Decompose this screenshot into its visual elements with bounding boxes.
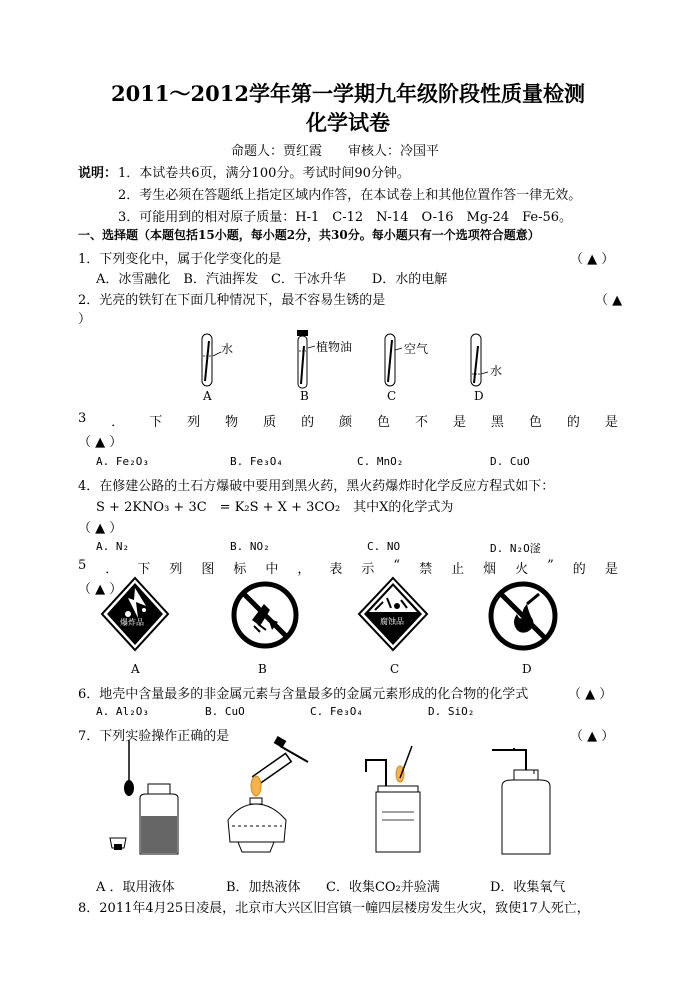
test-tube-a <box>202 334 221 386</box>
q5-char: ” <box>547 558 554 573</box>
explosive-sign-text: 爆炸品 <box>120 618 144 627</box>
q5-char: 禁 <box>419 562 433 577</box>
test-tube-d <box>471 334 488 386</box>
exam-subtitle: 化学试卷 <box>306 110 390 135</box>
q3-char: 质 <box>263 415 277 430</box>
q5-char: ． <box>105 562 119 577</box>
q3-char: 色 <box>528 415 542 430</box>
q2-letter-d: D <box>474 389 484 403</box>
q3-option-b: B. Fe₃O₄ <box>230 455 283 468</box>
q5-char: 的 <box>572 562 586 577</box>
q5-stem <box>78 558 618 577</box>
q3-char: 是 <box>452 415 466 430</box>
q3-stem <box>78 411 618 430</box>
q4-option-a: A. N₂ <box>96 540 130 553</box>
q2-letter-c: C <box>387 389 397 403</box>
q5-char: “ <box>393 558 401 573</box>
q2-label-d: 水 <box>490 364 503 378</box>
no-fireworks-sign-icon <box>230 580 300 650</box>
q5-char: 是 <box>604 562 618 577</box>
q2-label-a: 水 <box>221 342 234 356</box>
q2-answer-mark-a: （ ▲ <box>595 293 623 308</box>
q7-stem: 7．下列实验操作正确的是 <box>78 729 230 744</box>
q4-option-b: B. NO₂ <box>230 540 270 553</box>
q5-char: 表 <box>329 562 343 577</box>
q5-letter-d: D <box>522 662 532 676</box>
q2-answer-mark-b: ） <box>78 312 92 327</box>
q2-letter-b: B <box>300 389 309 403</box>
q5-letter-b: B <box>258 662 267 676</box>
q5-char: 示 <box>361 562 375 577</box>
q6-option-a: A. Al₂O₃ <box>96 705 149 718</box>
q4-option-c: C. NO <box>367 540 401 553</box>
explosive-sign-icon <box>100 576 170 652</box>
q3-option-c: C. MnO₂ <box>357 455 404 468</box>
co2-collection-figure <box>350 740 440 858</box>
q5-char: ， <box>297 562 311 577</box>
q7-option-d: D．收集氧气 <box>490 880 566 895</box>
q4-option-d: D. N₂O滏 <box>490 542 541 555</box>
q5-char: 下 <box>137 562 151 577</box>
test-tube-b <box>297 330 315 388</box>
q3-char: ． <box>111 415 125 430</box>
q1-stem: 1．下列变化中，属于化学变化的是 <box>78 252 282 267</box>
note-3: 3．可能用到的相对原子质量：H-1 C-12 N-14 O-16 Mg-24 Fe-56。 <box>118 210 573 225</box>
q1-answer-mark: （ ▲ ） <box>570 252 615 267</box>
q6-option-b: B. CuO <box>205 705 245 718</box>
q3-char: 的 <box>566 415 580 430</box>
q5-char: 列 <box>169 562 183 577</box>
q5-char: 止 <box>451 562 465 577</box>
q3-char: 色 <box>377 415 391 430</box>
q4-stem: 4．在修建公路的土石方爆破中要用到黑火药，黑火药爆炸时化学反应方程式如下： <box>78 479 555 494</box>
alcohol-lamp-heating-figure <box>220 736 320 860</box>
q3-char: 是 <box>604 415 618 430</box>
exam-title: 2011～2012学年第一学期九年级阶段性质量检测 <box>111 81 585 106</box>
q5-char: 图 <box>201 562 215 577</box>
q7-option-c: C．收集CO₂并验满 <box>326 880 440 895</box>
q5-char: 中 <box>265 562 279 577</box>
q2-label-c: 空气 <box>404 342 429 356</box>
q2-label-b: 植物油 <box>316 340 353 354</box>
test-tube-c <box>385 334 402 386</box>
q3-answer-mark: （ ▲ ） <box>78 435 123 450</box>
q5-char: 标 <box>233 562 247 577</box>
q8-stem: 8．2011年4月25日凌晨，北京市大兴区旧宫镇一幢四层楼房发生火灾，致使17人死亡， <box>78 901 590 916</box>
q4-answer-mark: （ ▲ ） <box>78 521 123 536</box>
note-2: 2．考生必须在答题纸上指定区域内作答，在本试卷上和其他位置作答一律无效。 <box>118 188 582 203</box>
q3-char: 不 <box>414 415 428 430</box>
dropper-and-bottle-figure <box>100 738 180 860</box>
no-smoking-fire-sign-icon <box>487 580 559 652</box>
q3-option-a: A. Fe₂O₃ <box>96 455 149 468</box>
q3-char: 的 <box>301 415 315 430</box>
q5-char: 5 <box>78 558 87 573</box>
q3-char: 黑 <box>490 415 504 430</box>
q6-stem: 6．地壳中含量最多的非金属元素与含量最多的金属元素形成的化合物的化学式 <box>78 687 529 702</box>
q6-option-d: D. SiO₂ <box>428 705 475 718</box>
section-1-header: 一、选择题（本题包括15小题，每小题2分，共30分。每小题只有一个选项符合题意） <box>78 228 540 242</box>
corrosive-sign-icon <box>357 576 429 652</box>
q3-char: 颜 <box>339 415 353 430</box>
q5-letter-c: C <box>390 662 400 676</box>
q2-letter-a: A <box>203 389 212 403</box>
q3-char: 3 <box>78 411 87 426</box>
q5-answer-mark: （ ▲ ） <box>78 582 123 597</box>
q2-stem: 2．光亮的铁钉在下面几种情况下，最不容易生锈的是 <box>78 293 386 308</box>
q5-char: 烟 <box>483 562 497 577</box>
corrosive-sign-text: 腐蚀品 <box>380 617 404 626</box>
q6-option-c: C. Fe₃O₄ <box>310 705 363 718</box>
notes-label: 说明： <box>78 166 118 181</box>
q3-char: 物 <box>225 415 239 430</box>
note-1: 1．本试卷共6页，满分100分。考试时间90分钟。 <box>118 166 410 181</box>
oxygen-collection-bottle-figure <box>488 746 560 858</box>
q5-letter-a: A <box>131 662 140 676</box>
q3-char: 列 <box>187 415 201 430</box>
authors: 命题人：贾红霞 审核人：冷国平 <box>231 144 440 159</box>
q7-option-b: B．加热液体 <box>226 880 301 895</box>
q1-options: A．冰雪融化 B．汽油挥发 C．干冰升华 D．水的电解 <box>96 272 448 287</box>
q4-equation: S + 2KNO₃ + 3C = K₂S + X + 3CO₂ 其中X的化学式为 <box>96 500 454 515</box>
q6-answer-mark: （ ▲ ） <box>568 687 613 702</box>
q3-char: 下 <box>149 415 163 430</box>
q7-answer-mark: （ ▲ ） <box>570 729 615 744</box>
q3-option-d: D. CuO <box>490 455 530 468</box>
q7-option-a: A ．取用液体 <box>96 880 175 895</box>
q5-char: 火 <box>515 562 529 577</box>
